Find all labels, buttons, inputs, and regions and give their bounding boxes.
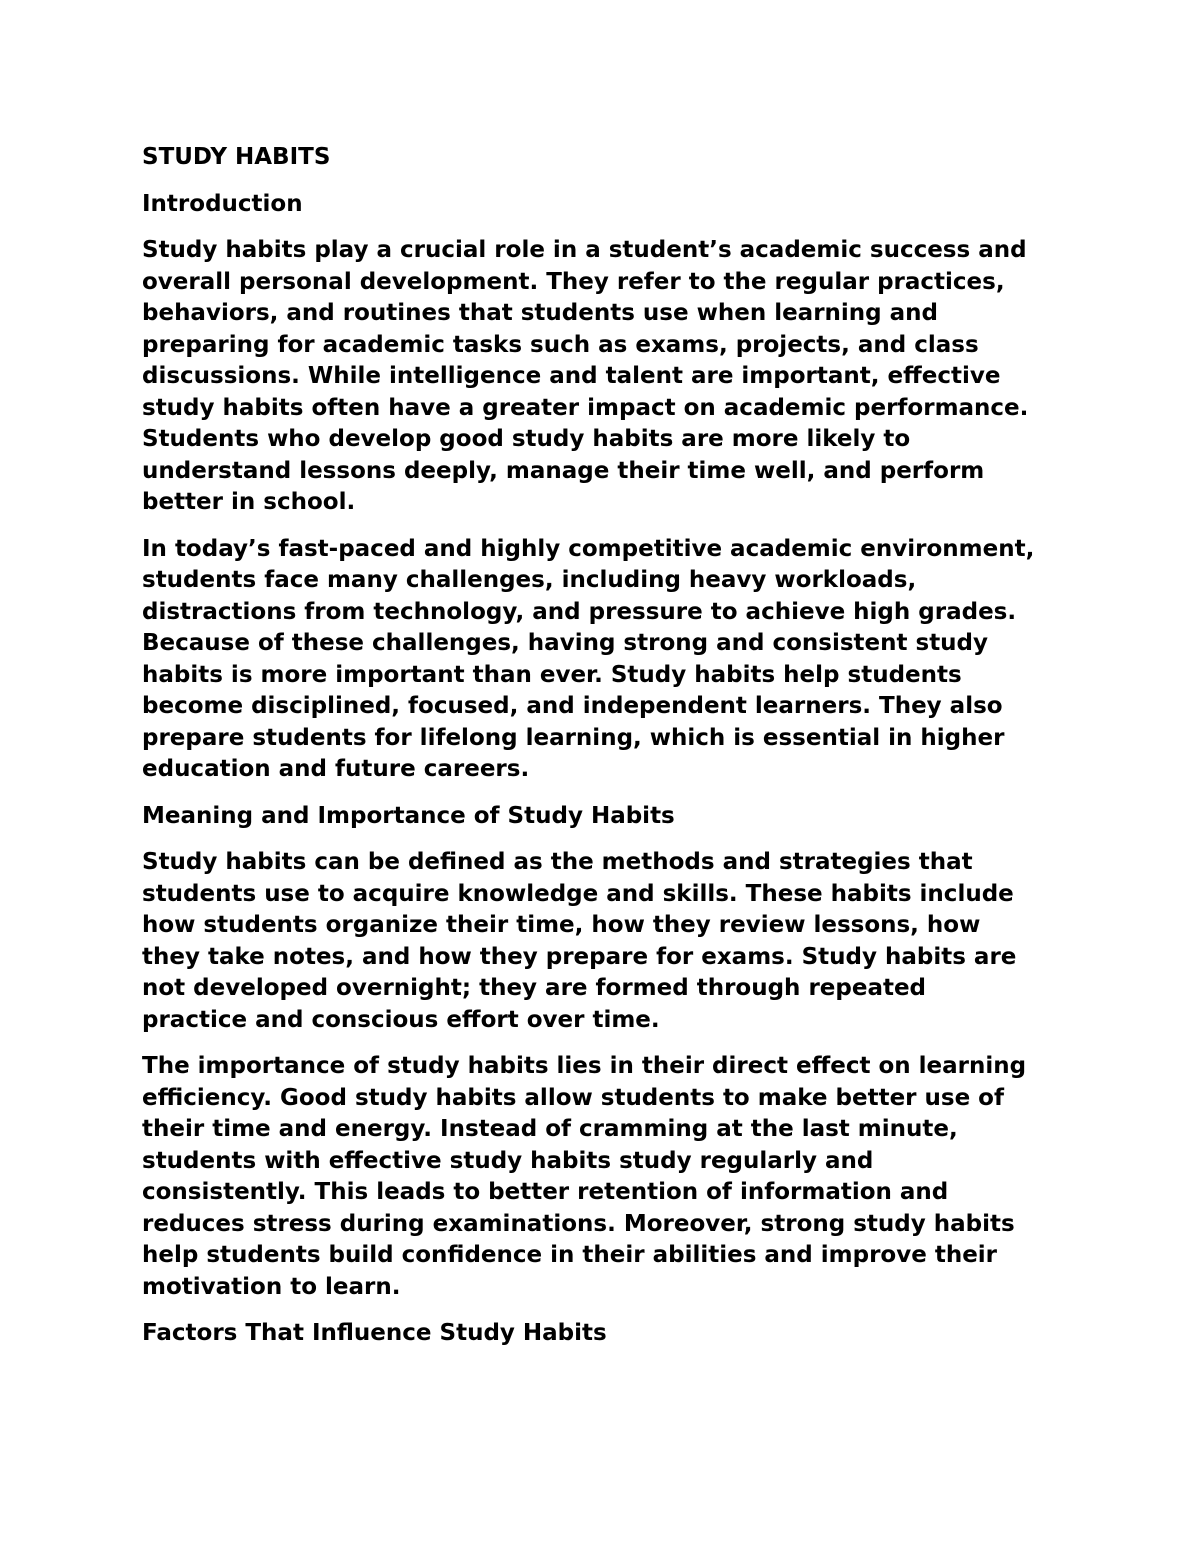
paragraph-line: distractions from technology, and pressure to achieve high grades. <box>142 598 1017 625</box>
paragraph-line: overall personal development. They refer to the regular practices, <box>142 268 1005 295</box>
paragraph-line: students face many challenges, including heavy workloads, <box>142 567 917 593</box>
paragraph-line: how students organize their time, how they review lessons, how <box>142 912 981 938</box>
document-sections <box>142 189 1082 1350</box>
paragraph-line: students use to acquire knowledge and skills. These habits include <box>142 880 1014 907</box>
paragraph-line: motivation to learn. <box>142 1273 401 1300</box>
paragraph-line: Study habits play a crucial role in a student’s academic success and <box>142 237 1027 263</box>
paragraph-line: Because of these challenges, having strong and consistent study <box>142 630 989 656</box>
document-body <box>142 142 1082 1365</box>
paragraph-line: preparing for academic tasks such as exams, projects, and class <box>142 331 979 358</box>
paragraph-line: reduces stress during examinations. Moreover, strong study habits <box>142 1210 1015 1237</box>
paragraph-line: discussions. While intelligence and talent are important, effective <box>142 363 1001 389</box>
paragraph-line: prepare students for lifelong learning, which is essential in higher <box>142 724 1005 751</box>
paragraph-line: students with effective study habits study regularly and <box>142 1147 874 1174</box>
paragraph-line: Students who develop good study habits are more likely to <box>142 426 911 452</box>
body-paragraph <box>142 235 1082 519</box>
paragraph-line: behaviors, and routines that students use when learning and <box>142 300 939 326</box>
paragraph-line: better in school. <box>142 489 356 515</box>
paragraph-line: not developed overnight; they are formed through repeated <box>142 975 927 1001</box>
paragraph-line: study habits often have a greater impact on academic performance. <box>142 394 1029 421</box>
section-heading: Factors That Influence Study Habits <box>142 1320 607 1346</box>
document-title: STUDY HABITS <box>142 144 331 170</box>
section-heading: Introduction <box>142 190 303 217</box>
paragraph-line: In today’s fast-paced and highly competitive academic environment, <box>142 535 1035 562</box>
section-heading: Meaning and Importance of Study Habits <box>142 802 675 829</box>
paragraph-line: consistently. This leads to better retention of information and <box>142 1179 949 1205</box>
paragraph-line: understand lessons deeply, manage their time well, and perform <box>142 457 985 484</box>
paragraph-line: The importance of study habits lies in their direct effect on learning <box>142 1053 1027 1079</box>
paragraph-line: they take notes, and how they prepare for exams. Study habits are <box>142 943 1017 970</box>
paragraph-line: habits is more important than ever. Study habits help students <box>142 661 962 688</box>
paragraph-line: practice and conscious effort over time. <box>142 1006 660 1033</box>
paragraph-line: Study habits can be defined as the methods and strategies that <box>142 849 973 875</box>
document-section <box>142 189 1082 786</box>
paragraph-line: their time and energy. Instead of cramming at the last minute, <box>142 1116 958 1142</box>
body-paragraph <box>142 1051 1082 1303</box>
body-paragraph <box>142 534 1082 786</box>
paragraph-line: help students build confidence in their abilities and improve their <box>142 1242 998 1268</box>
paragraph-line: education and future careers. <box>142 756 530 782</box>
body-paragraph <box>142 847 1082 1036</box>
document-section <box>142 801 1082 1304</box>
paragraph-line: efficiency. Good study habits allow students to make better use of <box>142 1084 1004 1111</box>
document-section <box>142 1318 1082 1350</box>
paragraph-line: become disciplined, focused, and independent learners. They also <box>142 693 1003 719</box>
